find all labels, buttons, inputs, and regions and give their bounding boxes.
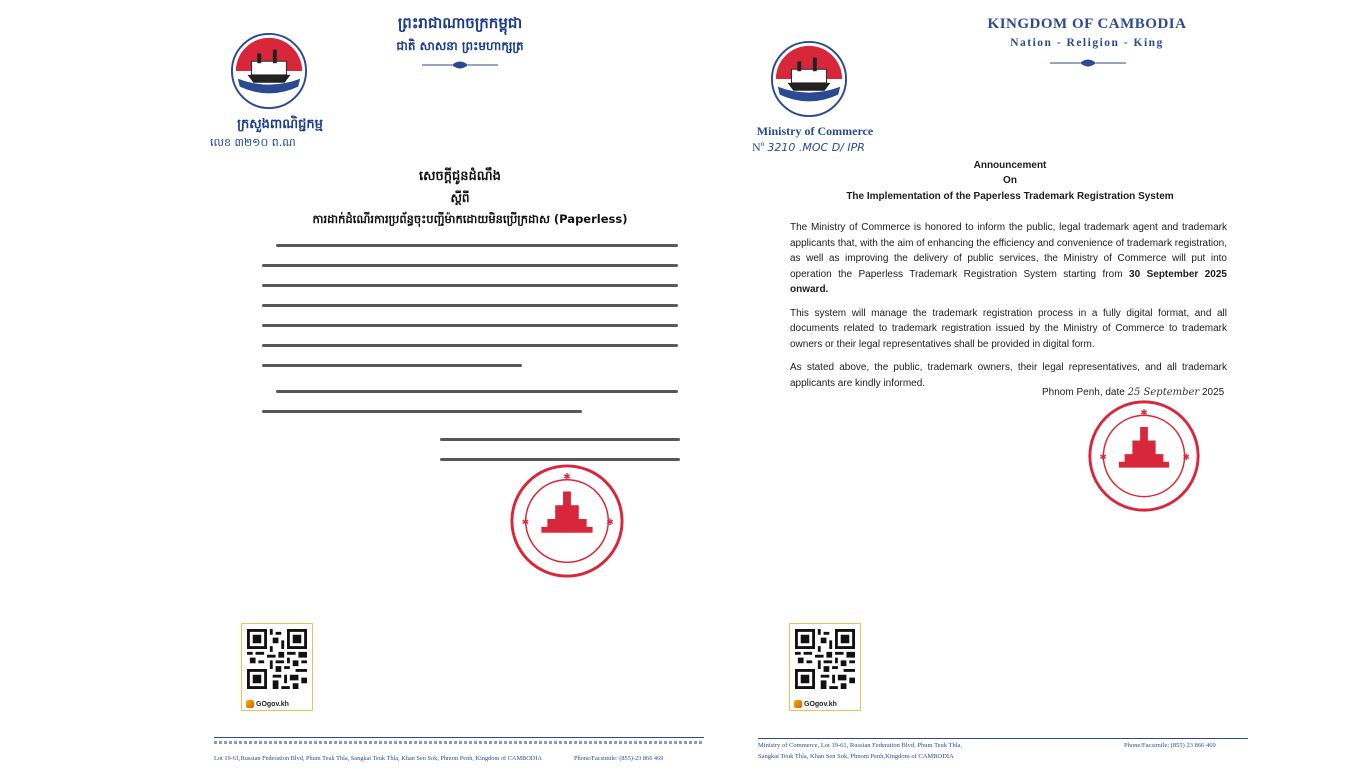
khmer-body-line [262, 298, 678, 312]
khmer-body-line [262, 384, 678, 398]
announcement-topic-kh: ការដាក់ដំណើរការប្រព័ន្ធចុះបញ្ជីម៉ាកដោយមិនប្រើក្រដាស (Paperless) [312, 212, 628, 226]
ministry-logo [230, 32, 308, 110]
ministry-name-kh: ក្រសួងពាណិជ្ជកម្ម [237, 117, 323, 132]
qr-code-panel[interactable] [789, 623, 861, 711]
qr-site-label: GOgov.kh [794, 700, 837, 708]
ornament-divider [422, 60, 498, 70]
khmer-announcement-page [200, 0, 720, 768]
announcement-title: Announcement [973, 160, 1047, 171]
qr-code-icon [247, 629, 307, 689]
motto: Nation - Religion - King [1010, 37, 1164, 49]
ministry-logo [770, 40, 848, 118]
english-announcement-page [740, 0, 1260, 768]
body-paragraph-2: This system will manage the trademark registration process in a fully digital format, and all documents related to trademark registration issued by the Ministry of Commerce to trademark owners or their legal representatives shall be provided in digital form. [790, 307, 1227, 350]
footer-phone: Phone/Facsimile: (855)-23 866 469 [574, 755, 664, 762]
reference-number: Nº 3210 .MOC D/ IPR [752, 140, 865, 154]
svg-text:✱: ✱ [1140, 408, 1148, 419]
announcement-body [790, 220, 1227, 399]
kingdom-header-kh: ព្រះរាជាណាចក្រកម្ពុជា [397, 14, 523, 32]
footer-address: Lot 19-61,Russian Federation Blvd, Phum Teuk Thla, Sangkat Teuk Thla, Khan Sen Sok, Phnom Penh, Kingdom of CAMBODIA [214, 755, 543, 762]
gogov-logo-icon [246, 700, 254, 708]
announcement-subtitle-kh: ស្តីពី [450, 191, 470, 205]
official-seal-icon [508, 462, 626, 580]
reference-number-kh: លេខ ៣២១០ ព.ណ [210, 136, 296, 149]
footer-divider [758, 738, 1248, 739]
khmer-body-line [262, 238, 678, 252]
announcement-title-kh: សេចក្តីជូនដំណឹង [419, 169, 501, 184]
svg-text:✱: ✱ [1182, 452, 1190, 463]
khmer-body-line [262, 258, 678, 272]
body-paragraph-3: As stated above, the public, trademark owners, their legal representatives, and all trademark applicants are kindly informed. [790, 362, 1227, 389]
footer-divider [214, 737, 704, 738]
qr-site-label: GOgov.kh [246, 700, 289, 708]
khmer-body-line [262, 278, 678, 292]
svg-text:✱: ✱ [563, 472, 571, 483]
kingdom-header: KINGDOM OF CAMBODIA [987, 16, 1187, 32]
svg-text:✱: ✱ [606, 517, 614, 528]
announcement-date: Phnom Penh, date 25 September 2025 [1042, 387, 1225, 398]
official-seal-icon [1086, 398, 1202, 514]
svg-text:✱: ✱ [521, 517, 530, 528]
khmer-body-line [262, 318, 678, 332]
announcement-topic: The Implementation of the Paperless Trademark Registration System [846, 191, 1174, 202]
ministry-name: Ministry of Commerce [756, 124, 874, 138]
svg-text:✱: ✱ [1099, 452, 1107, 463]
khmer-body-line [262, 358, 678, 372]
qr-code-panel[interactable] [241, 623, 313, 711]
footer-kh-line [214, 741, 704, 744]
khmer-body-line [262, 338, 678, 352]
khmer-date-line [440, 432, 680, 446]
khmer-body-line [262, 404, 678, 418]
announcement-on: On [1003, 175, 1017, 186]
body-paragraph-1: The Ministry of Commerce is honored to inform the public, legal trademark agent and trademark applicants that, with the aim of enhancing the efficiency and convenience of trademark registration, as well as improving the delivery of public services, the Ministry of Commerce will put into operation the Paperless Trademark Registration System starting from 30 September 2025 onward. [790, 222, 1227, 295]
footer-address-line-2: Sangkat Teuk Thla, Khan Sen Sok, Phnom Penh,Kingdom of CAMBODIA [758, 753, 954, 760]
motto-kh: ជាតិ សាសនា ព្រះមហាក្សត្រ [396, 39, 524, 53]
footer-address-line-1: Ministry of Commerce, Lot 19-61, Russian Federation Blvd, Phum Teuk Thla, [758, 742, 963, 749]
qr-code-icon [795, 629, 855, 689]
gogov-logo-icon [794, 700, 802, 708]
footer-phone: Phone/Facsimile: (855) 23 866 469 [1124, 742, 1216, 749]
ornament-divider [1050, 58, 1126, 68]
